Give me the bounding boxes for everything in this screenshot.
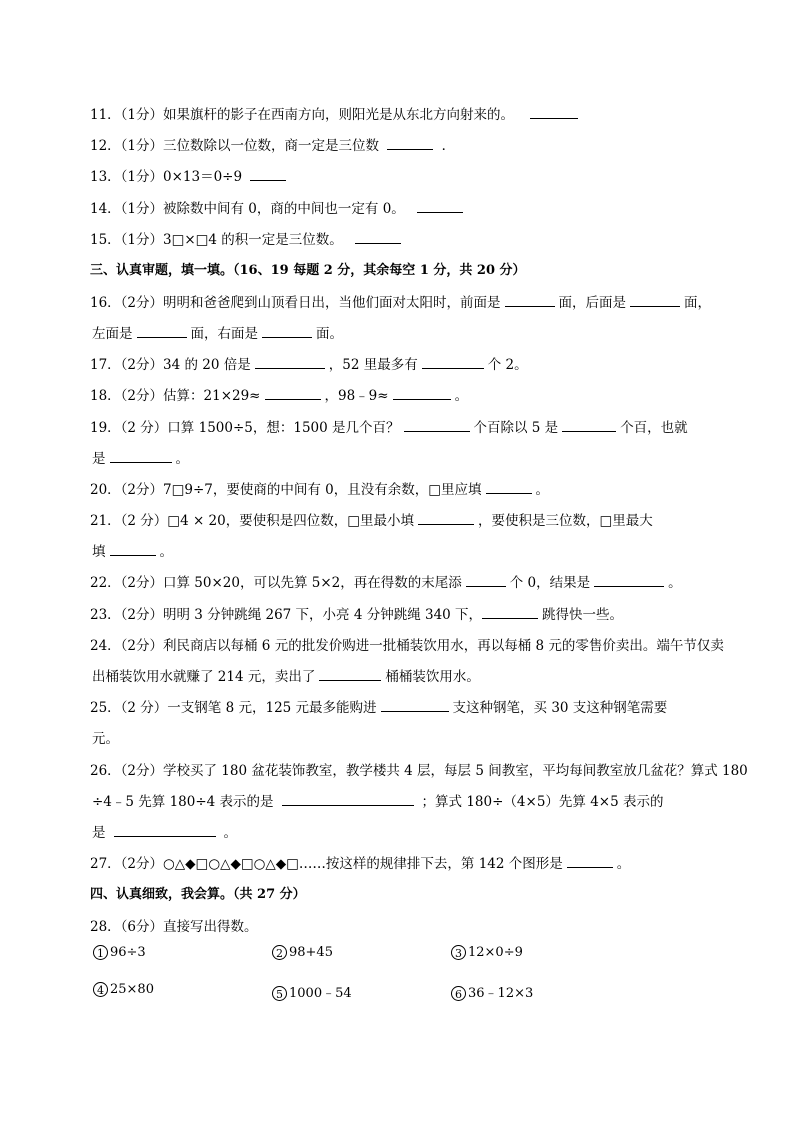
question-27: [90, 852, 734, 872]
circled-number: 1: [93, 945, 108, 960]
question-end: ．: [441, 138, 456, 154]
question-12: [90, 134, 734, 154]
question-13: [90, 165, 734, 185]
question-text: 面，: [684, 295, 712, 311]
question-text: 16．（2分）明明和爸爸爬到山顶看日出，当他们面对太阳时，前面是: [90, 295, 501, 311]
question-text: 15．（1分）3□×□4 的积一定是三位数。: [90, 232, 343, 248]
question-text: 是: [92, 451, 106, 467]
question-text: 。: [223, 825, 237, 841]
question-19-cont: [92, 447, 734, 467]
question-text: 。: [454, 388, 469, 404]
answer-blank[interactable]: [562, 419, 616, 432]
question-text: 是: [92, 825, 106, 841]
question-text: 。: [159, 544, 173, 560]
question-text: 。: [616, 856, 631, 872]
question-text: 。: [668, 575, 682, 591]
question-text: ，52 里最多有: [328, 357, 418, 373]
question-text: 填: [92, 544, 106, 560]
answer-blank[interactable]: [594, 574, 664, 587]
calc-expression: 98+45: [289, 945, 333, 960]
question-21: [90, 509, 734, 529]
circled-number: 2: [272, 945, 287, 960]
question-text: 14．（1分）被除数中间有 0，商的中间也一定有 0。: [90, 201, 405, 217]
question-28: [90, 915, 734, 935]
answer-blank[interactable]: [110, 450, 172, 463]
question-20: [90, 478, 734, 498]
question-text: 17．（2分）34 的 20 倍是: [90, 357, 251, 373]
question-22: [90, 571, 734, 591]
question-text: 元。: [92, 731, 119, 747]
answer-blank[interactable]: [482, 606, 538, 619]
question-text: 25．（2 分）一支钢笔 8 元，125 元最多能购进: [90, 700, 377, 716]
question-text: 22．（2分）口算 50×20，可以先算 5×2，再在得数的末尾添: [90, 575, 462, 591]
answer-blank[interactable]: [393, 387, 451, 400]
section-4-heading: 四、认真细致，我会算。（共 27 分）: [90, 887, 306, 902]
question-24-cont: [92, 665, 734, 685]
answer-blank[interactable]: [355, 231, 401, 244]
calc-expression: 36﹣12×3: [468, 986, 534, 1001]
calc-item-5: [272, 982, 352, 1001]
question-26-cont2: [92, 821, 734, 841]
question-text: 12．（1分）三位数除以一位数，商一定是三位数: [90, 138, 380, 154]
answer-blank[interactable]: [265, 387, 321, 400]
answer-blank[interactable]: [319, 668, 381, 681]
question-text: 11．（1分）如果旗杆的影子在西南方向，则阳光是从东北方向射来的。: [90, 107, 515, 123]
answer-blank[interactable]: [404, 419, 470, 432]
answer-blank[interactable]: [250, 168, 286, 181]
question-text: 26．（2分）学校买了 180 盆花装饰教室，教学楼共 4 层，每层 5 间教室，平均每间教室放几盆花？算式 180: [90, 763, 748, 779]
question-text: 23．（2分）明明 3 分钟跳绳 267 下，小亮 4 分钟跳绳 340 下，: [90, 607, 483, 623]
question-text: 21．（2 分）□4 × 20，要使积是四位数，□里最小填: [90, 513, 414, 529]
question-text: ；算式 180÷（4×5）先算 4×5 表示的: [421, 794, 664, 810]
question-text: 24．（2分）利民商店以每桶 6 元的批发价购进一批桶装饮用水，再以每桶 8 元的零售价卖出。端午节仅卖: [90, 638, 724, 654]
answer-blank[interactable]: [418, 512, 474, 525]
answer-blank[interactable]: [262, 325, 312, 338]
question-16: [90, 291, 734, 311]
calc-expression: 96÷3: [110, 945, 146, 960]
calc-expression: 25×80: [110, 982, 154, 997]
answer-blank[interactable]: [417, 200, 463, 213]
question-text: 支这种钢笔，买 30 支这种钢笔需要: [452, 700, 668, 716]
answer-blank[interactable]: [486, 481, 532, 494]
question-text: 跳得快一些。: [542, 607, 624, 623]
question-text: 个百除以 5 是: [473, 420, 559, 436]
answer-blank[interactable]: [466, 574, 506, 587]
question-text: 20．（2分）7□9÷7，要使商的中间有 0，且没有余数，□里应填: [90, 482, 482, 498]
question-text: 。: [535, 482, 549, 498]
question-text: 面。: [316, 326, 343, 342]
calc-expression: 12×0÷9: [468, 945, 523, 960]
question-26-cont: [92, 790, 734, 810]
answer-blank[interactable]: [630, 294, 680, 307]
section-3-heading: 三、认真审题，填一填。（16、19 每题 2 分，其余每空 1 分，共 20 分）: [90, 263, 526, 278]
question-text: 。: [175, 451, 189, 467]
circled-number: 6: [451, 986, 466, 1001]
calc-expression: 1000﹣54: [289, 986, 352, 1001]
question-24: [90, 634, 734, 654]
question-15: [90, 228, 734, 248]
answer-blank[interactable]: [282, 793, 414, 806]
question-18: [90, 384, 734, 404]
question-23: [90, 603, 734, 623]
calc-item-1: [93, 945, 146, 960]
answer-blank[interactable]: [255, 356, 325, 369]
question-text: 左面是: [92, 326, 133, 342]
question-25-cont: [92, 727, 734, 747]
question-26: [90, 759, 748, 779]
calc-item-2: [272, 945, 333, 960]
question-text: 出桶装饮用水就赚了 214 元，卖出了: [92, 669, 316, 685]
answer-blank[interactable]: [137, 325, 187, 338]
answer-blank[interactable]: [530, 106, 578, 119]
question-19: [90, 416, 734, 436]
answer-blank[interactable]: [110, 543, 156, 556]
question-14: [90, 197, 734, 217]
question-text: 28．（6分）直接写出得数。: [90, 919, 258, 935]
question-21-cont: [92, 540, 734, 560]
circled-number: 5: [272, 986, 287, 1001]
question-text: 面，后面是: [558, 295, 627, 311]
question-text: 13．（1分）0×13＝0÷9: [90, 169, 243, 185]
question-text: 个百，也就: [620, 420, 688, 436]
circled-number: 4: [93, 982, 108, 997]
question-17: [90, 353, 734, 373]
question-25: [90, 696, 734, 716]
question-text: ，要使积是三位数，□里最大: [477, 513, 653, 529]
question-text: ，98﹣9≈: [324, 388, 389, 404]
circled-number: 3: [451, 945, 466, 960]
answer-blank[interactable]: [381, 699, 449, 712]
calc-item-4: [93, 982, 154, 997]
question-text: 面，右面是: [190, 326, 258, 342]
answer-blank[interactable]: [422, 356, 484, 369]
question-text: 18．（2分）估算：21×29≈: [90, 388, 261, 404]
question-text: 个 2。: [487, 357, 528, 373]
answer-blank[interactable]: [114, 824, 216, 837]
question-text: 个 0，结果是: [509, 575, 591, 591]
answer-blank[interactable]: [387, 137, 433, 150]
answer-blank[interactable]: [505, 294, 555, 307]
question-text: 27．（2分）○△◆□○△◆□○△◆□……按这样的规律排下去，第 142 个图形是: [90, 856, 563, 872]
calc-item-3: [451, 945, 523, 960]
answer-blank[interactable]: [567, 855, 613, 868]
question-16-cont: [92, 322, 734, 342]
question-text: 桶桶装饮用水。: [385, 669, 480, 685]
calc-item-6: [451, 982, 533, 1001]
question-11: [90, 103, 734, 123]
question-text: 19．（2 分）口算 1500÷5，想：1500 是几个百？: [90, 420, 400, 436]
question-text: ÷4﹣5 先算 180÷4 表示的是: [92, 794, 274, 810]
